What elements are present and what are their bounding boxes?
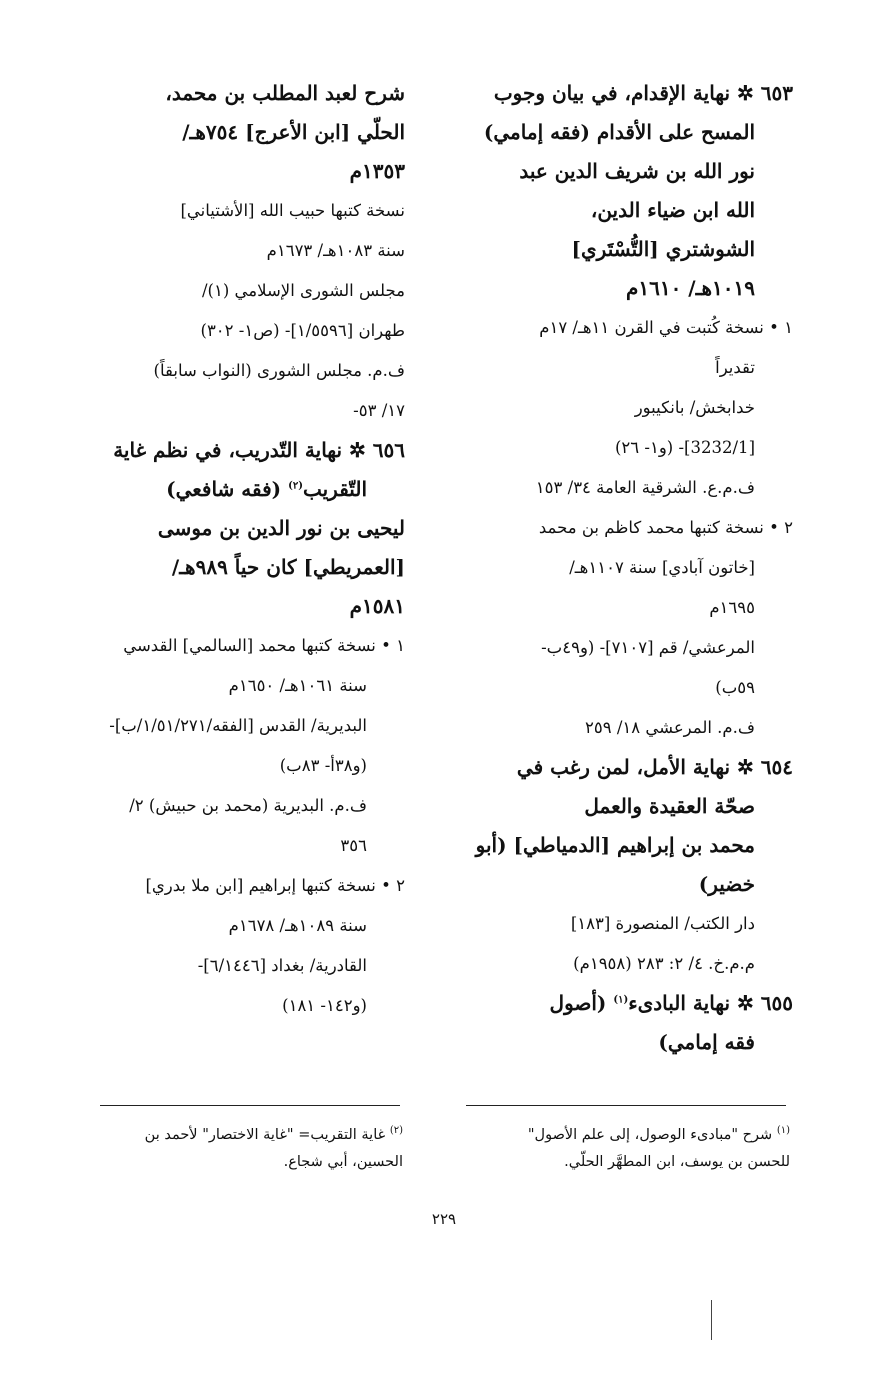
entry-653-ms1-line3: خدابخش/ بانكيبور [634, 398, 755, 417]
entry-656-author: ليحيى بن نور الدين بن موسى [157, 516, 405, 540]
entry-655-catalog: ف.م. مجلس الشورى (النواب سابقاً) [153, 361, 405, 380]
footnote-2-line1 [58, 1122, 403, 1149]
entry-653-ms2-line1: ٢ • نسخة كتبها محمد كاظم بن محمد [538, 518, 793, 537]
footnote-2-text: غاية التقريب= "غاية الاختصار" لأحمد بن [144, 1127, 390, 1143]
entry-656-ms1-line4: (و٣٨أ- ٨٣ب) [279, 756, 367, 775]
entry-655-ms-line2: سنة ١٠٨٣هـ/ ١٦٧٣م [266, 241, 405, 260]
footnote-2 [58, 1122, 403, 1176]
entry-656-title: ٦٥٦ ✲ نهاية التّدريب، في نظم غاية [113, 438, 405, 462]
entry-654-author: محمد بن إبراهيم [الدمياطي] (أبو [475, 833, 755, 857]
entry-653-author-line3: الشوشتري [التُّسْتَري] [571, 237, 755, 261]
entry-655-title [448, 984, 793, 1023]
footnote-2-line2: الحسين، أبي شجاع. [283, 1154, 403, 1170]
footnote-ref-2: (٢) [288, 480, 303, 492]
entry-653-ms2-line5: ٥٩ب) [715, 678, 755, 697]
entry-656-ms2-line4: (و١٤٢- ١٨١) [282, 996, 367, 1015]
entry-653-ms1-line2: تقديراً [715, 358, 755, 377]
footnote-2-marker: (٢) [389, 1125, 403, 1137]
entry-653-ms1-line4: [3232/1]- (و١- ٢٦) [614, 438, 755, 457]
entry-653-author-dates: ١٠١٩هـ/ ١٦١٠م [625, 276, 755, 300]
footnote-1-text: شرح "مبادىء الوصول، إلى علم الأصول" [527, 1127, 777, 1143]
entry-653-ms1-catalog: ف.م.ع. الشرقية العامة ٣٤/ ١٥٣ [535, 478, 755, 497]
entry-656-ms1-catalog: ف.م. البديرية (محمد بن حبيش) ٢/ [129, 796, 367, 815]
footnote-rule-right [466, 1105, 786, 1106]
entry-655-title-tail: (أصول [549, 991, 614, 1015]
entry-656-title-line2-tail: (فقه شافعي) [166, 477, 289, 501]
entry-653-ms2-line2: [خاتون آبادي] سنة ١١٠٧هـ/ [569, 558, 755, 577]
entry-654-catalog: م.م.خ. ٤/ ٢: ٢٨٣ (١٩٥٨م) [573, 954, 755, 973]
page-number: ٢٢٩ [431, 1210, 457, 1228]
entry-653-title-line2: المسح على الأقدام (فقه إمامي) [483, 120, 755, 144]
entry-656-ms1-line3: البديرية/ القدس [الفقه/١/٥١/٢٧١/ب]- [109, 716, 367, 735]
entry-653-author: نور الله بن شريف الدين عبد [519, 159, 755, 183]
entry-656-ms1-line2: سنة ١٠٦١هـ/ ١٦٥٠م [228, 676, 367, 695]
footnote-1-line2: للحسن بن يوسف، ابن المطهَّر الحلّي. [564, 1154, 790, 1170]
entry-656-ms1-line1: ١ • نسخة كتبها محمد [السالمي] القدسي [123, 636, 405, 655]
entry-656-ms2-line3: القادرية/ بغداد [٦/١٤٤٦]- [197, 956, 367, 975]
entry-654-author-line2: خضير) [698, 872, 755, 896]
entry-656-author-line2: [العمريطي] كان حياً ٩٨٩هـ/ [171, 555, 405, 579]
entry-654-location: دار الكتب/ المنصورة [١٨٣] [570, 914, 755, 933]
entry-654-title-line2: صحّة العقيدة والعمل [584, 794, 755, 818]
entry-653-ms2-line4: المرعشي/ قم [٧١٠٧]- (و٤٩ب- [541, 638, 755, 657]
footnote-rule-left [100, 1105, 400, 1106]
entry-656-ms2-line1: ٢ • نسخة كتبها إبراهيم [ابن ملا بدري] [145, 876, 405, 895]
entry-656-author-dates: ١٥٨١م [349, 594, 405, 618]
entry-655-author-dates: ١٣٥٣م [349, 159, 405, 183]
entry-653-author-line2: الله ابن ضياء الدين، [590, 198, 755, 222]
entry-655-author: شرح لعبد المطلب بن محمد، [165, 81, 405, 105]
footnote-1 [440, 1122, 790, 1176]
entry-653-ms2-catalog: ف.م. المرعشي ١٨/ ٢٥٩ [584, 718, 755, 737]
left-column [60, 74, 405, 1026]
entry-653-ms1-line1: ١ • نسخة كُتبت في القرن ١١هـ/ ١٧م [539, 318, 793, 337]
entry-655-ms-line4: طهران [١/٥٥٩٦]- (ص١- ٣٠٢) [200, 321, 405, 340]
entry-653-title: ٦٥٣ ✲ نهاية الإقدام، في بيان وجوب [493, 81, 793, 105]
entry-655-title-text: ٦٥٥ ✲ نهاية البادىء [628, 991, 793, 1015]
footnote-ref-1: (١) [613, 994, 629, 1006]
footnote-1-line1 [440, 1122, 790, 1149]
right-column [448, 74, 793, 1062]
entry-656-ms1-catalog-line2: ٣٥٦ [340, 836, 367, 855]
entry-653-ms2-line3: ١٦٩٥م [709, 598, 755, 617]
entry-655-ms-line3: مجلس الشورى الإسلامي (١)/ [201, 281, 405, 300]
entry-656-title-line2 [60, 470, 405, 509]
entry-655-catalog-line2: ١٧/ ٥٣- [353, 401, 405, 420]
entry-656-title-line2-text: التّقريب [302, 477, 367, 501]
entry-654-title: ٦٥٤ ✲ نهاية الأمل، لمن رغب في [516, 755, 793, 779]
entry-655-ms-line1: نسخة كتبها حبيب الله [الأشتياني] [180, 201, 405, 220]
footnote-1-marker: (١) [776, 1125, 790, 1137]
entry-655-title-line2: فقه إمامي) [658, 1030, 755, 1054]
margin-mark [711, 1300, 712, 1340]
entry-656-ms2-line2: سنة ١٠٨٩هـ/ ١٦٧٨م [228, 916, 367, 935]
entry-655-author-line2: الحلّي [ابن الأعرج] ٧٥٤هـ/ [182, 120, 405, 144]
